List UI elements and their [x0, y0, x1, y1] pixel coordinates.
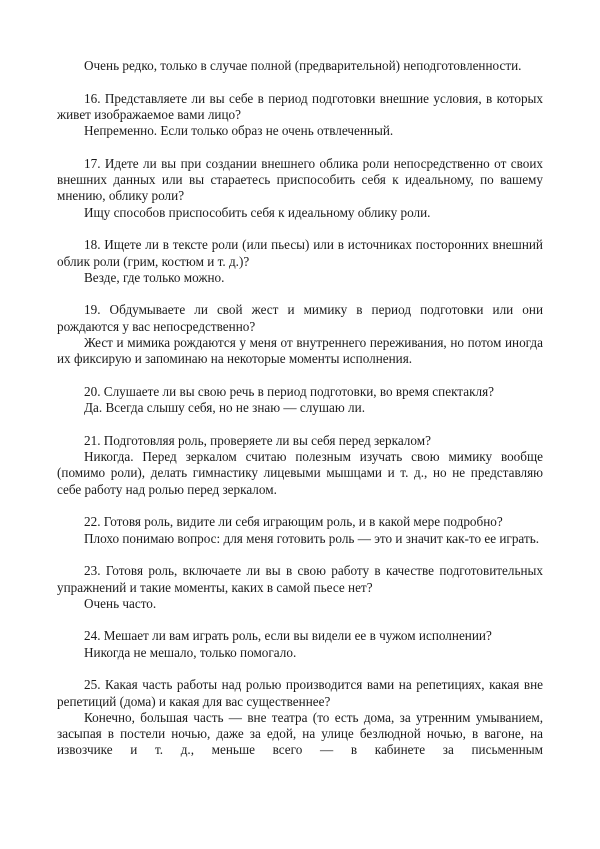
question-block	[57, 91, 543, 140]
question-text: 21. Подготовляя роль, проверяете ли вы себя перед зеркалом?	[84, 432, 431, 448]
answer-continuation	[57, 58, 543, 74]
question-block	[57, 514, 543, 547]
question-text: 22. Готовя роль, видите ли себя играющим роль, и в какой мере подробно?	[84, 514, 503, 530]
question-text: 19. Обдумываете ли свой жест и мимику в период подготовки или они рождаются у вас непосредственно?	[57, 302, 543, 334]
question-block	[57, 384, 543, 417]
answer-text: Плохо понимаю вопрос: для меня готовить роль — это и значит как-то ее играть.	[84, 530, 540, 546]
question-block	[57, 677, 543, 758]
question-block	[57, 433, 543, 498]
question-block	[57, 156, 543, 221]
answer-text: Непременно. Если только образ не очень отвлеченный.	[84, 123, 394, 139]
answer-text: Никогда не мешало, только помогало.	[84, 644, 297, 660]
document-page	[57, 58, 543, 775]
answer-text: Конечно, большая часть — вне театра (то есть дома, за утренним умыванием, засыпая в постели ночью, даже за едой, на улице безлюдной ночью, в вагоне, на извозчике и т. д., меньше всего — в кабинете за письменным	[57, 709, 543, 758]
answer-text: Никогда. Перед зеркалом считаю полезным изучать свою мимику вообще (помимо роли), делать гимнастику лицевыми мышцами и т. д., но не представляю себе работу над ролью перед зеркалом.	[57, 449, 543, 497]
question-text: 16. Представляете ли вы себе в период подготовки внешние условия, в которых живет изображаемое вами лицо?	[57, 90, 543, 122]
question-block	[57, 563, 543, 612]
question-text: 20. Слушаете ли вы свою речь в период подготовки, во время спектакля?	[84, 383, 494, 399]
question-text: 18. Ищете ли в тексте роли (или пьесы) или в источниках посторонних внешний облик роли (грим, костюм и т. д.)?	[57, 237, 543, 269]
question-text: 24. Мешает ли вам играть роль, если вы видели ее в чужом исполнении?	[84, 628, 492, 644]
question-block	[57, 628, 543, 661]
question-block	[57, 237, 543, 286]
question-text: 25. Какая часть работы над ролью производится вами на репетициях, какая вне репетиций (дома) и какая для вас существеннее?	[57, 677, 543, 709]
answer-text: Очень редко, только в случае полной (предварительной) неподготовленности.	[84, 58, 522, 73]
answer-text: Очень часто.	[84, 595, 157, 611]
answer-text: Ищу способов приспособить себя к идеальному облику роли.	[84, 204, 431, 220]
answer-text: Жест и мимика рождаются у меня от внутреннего переживания, но потом иногда их фиксирую и запоминаю на некоторые моменты исполнения.	[57, 335, 543, 367]
answer-text: Да. Всегда слышу себя, но не знаю — слушаю ли.	[84, 400, 365, 416]
question-text: 17. Идете ли вы при создании внешнего облика роли непосредственно от своих внешних данных или вы стараетесь приспособить себя к идеальному, по вашему мнению, облику роли?	[57, 155, 543, 204]
question-block	[57, 302, 543, 367]
answer-text: Везде, где только можно.	[84, 269, 225, 285]
question-text: 23. Готовя роль, включаете ли вы в свою работу в качестве подготовительных упражнений и такие моменты, каких в самой пьесе нет?	[57, 563, 543, 595]
